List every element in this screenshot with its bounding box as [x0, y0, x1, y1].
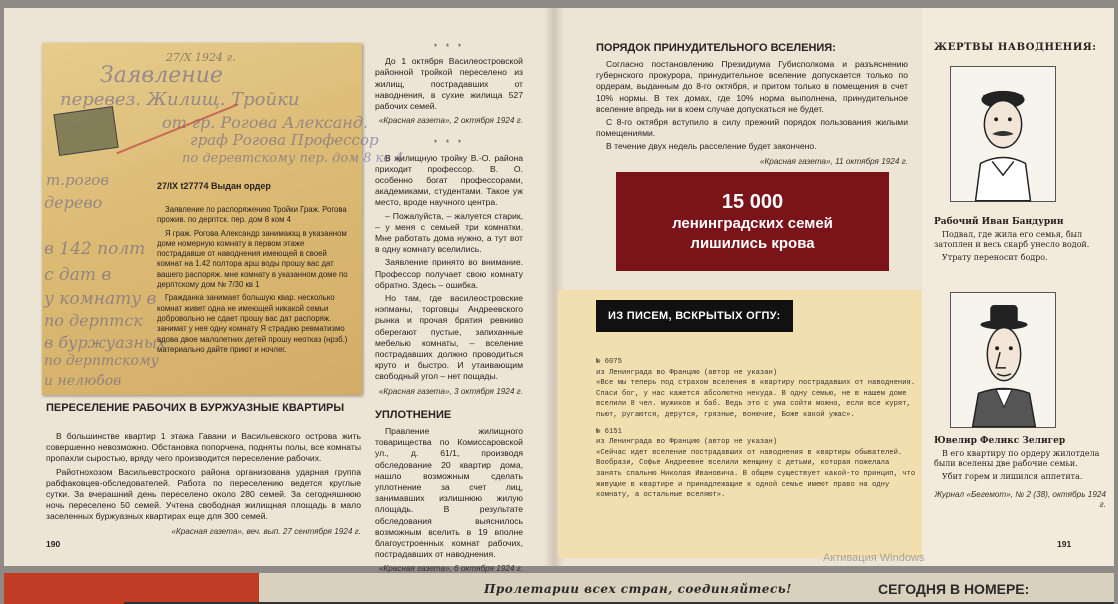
news-source: «Красная газета», 6 октября 1924 г. [378, 564, 523, 574]
handwriting-line: дерево [44, 193, 103, 212]
handwriting-line: Заявление [100, 63, 223, 88]
letters-title-bar: ИЗ ПИСЕМ, ВСКРЫТЫХ ОГПУ: [596, 300, 793, 332]
news-paragraph: – Пожалуйста, – жалуется старик, – у меня с семьей три комнатки. Мне работать дома нужно, а тут вот в одну комнату вселились. [375, 210, 523, 255]
today-in-issue-heading: СЕГОДНЯ В НОМЕРЕ: [878, 581, 1030, 597]
news-paragraph: Заявление принято во внимание. Профессор получает свою комнату обратно. Здесь – ошибка. [375, 257, 523, 290]
article-body-resettlement [46, 431, 361, 537]
letter-text: «Все мы теперь под страхом вселения в квартиру пострадавших от наводнения. Спаси бог, у нас кажется абсолютно некуда. В одну семью, не в нашем доме вселили 8 чел. мужиков и баб. Ведь это с ума сойти можно, если все курят, пьют, ругаются, дерутся, грязные, вонючие, Боже какой ужас». [596, 379, 916, 419]
windows-activation-watermark: Активация Windows [823, 552, 925, 564]
intercepted-letters [596, 355, 916, 507]
caricature-jeweler-illustration [951, 293, 1055, 427]
portrait-worker [950, 66, 1056, 202]
handwriting-line: по дерптскому [44, 353, 159, 369]
callout-line: ленинградских семей [672, 214, 833, 232]
handwriting-line: с дат в [44, 265, 112, 285]
news-paragraph: В жилищную тройку В.-О. района приходит профессор. В. О. особенно богат профессорами, академиками, студентами. Такое уж место, вроде научного центра. [375, 152, 523, 208]
article-source: «Красная газета», веч. вып. 27 сентября 1924 г. [171, 526, 361, 536]
victim-name: Ювелир Феликс Зелигер [934, 436, 1066, 446]
article-paragraph: Согласно постановлению Президиума Губисполкома и разъяснению губернского прокурора, принудительное вселение допускается только по ордерам, выданным до 8-го октября, и притом только в помещения в счет 10% нормы. В тех домах, где 10% норма выполнена, принудительное вселение впредь ни в коем случае допускаться не будет. [596, 59, 908, 114]
caricature-worker-illustration [951, 67, 1055, 201]
order-paragraph: Я граж. Рогова Александр занимающ в указанном доме номерную комнату в первом этаже пострадавше от наводнения имеющей в своей комнат на 1.42 полтора арш воды прошу вас дат вашего распоряж. мне комнату в указанном доме по дерптскому дом № 7/30 кв 1 [157, 228, 348, 290]
separator-stars: * * * [433, 42, 465, 52]
caption-jeweler [934, 436, 1106, 510]
handwriting-line: в 142 полт [44, 239, 146, 259]
article-paragraph: В большинстве квартир 1 этажа Гавани и Васильевского острова жить совершенно невозможно. Обстановка попорчена, подняты полы, все комнаты пропахли сыростью, вряду чего производится переселение рабочих. [46, 431, 361, 464]
callout-number: 15 000 [721, 190, 784, 213]
newspaper-slogan: Пролетарии всех стран, соединяйтесь! [484, 582, 792, 596]
order-paragraph: Гражданка занимает большую квар. несколько комнат живет одна не имеющей никакой семьи добровольно не сдает прошу вас дат распоряж. занимат у нея одну комнату Я страдаю ревматизмо вдова двое малолетних детей прошу неотказ (нрзб.) материально дайте приют и ночлег. [157, 293, 348, 354]
postage-stamp [53, 106, 118, 156]
handwriting-line: в буржуазных [44, 333, 167, 352]
victim-text: Подвал, где жила его семья, был затоплен и весь скарб унесло водой. [934, 230, 1090, 250]
caption-worker [934, 217, 1106, 265]
news-source: «Красная газета», 2 октября 1924 г. [378, 116, 523, 126]
portrait-jeweler [950, 292, 1056, 428]
handwriting-line: у комнату в [44, 289, 157, 309]
article-heading-resettlement: ПЕРЕСЕЛЕНИЕ РАБОЧИХ В БУРЖУАЗНЫЕ КВАРТИРЫ [46, 402, 345, 414]
page-number-left: 190 [46, 539, 61, 549]
order-title: 27/IX t27774 Выдан ордер [157, 181, 271, 191]
letter-number: № 6151 [596, 427, 622, 436]
separator-stars: * * * [433, 138, 465, 149]
news-item: Правление жилищного товарищества по Комиссаровской ул., д. 61/1, производя обследование 20 квартир дома, нашло возможным сделать уплотнение за счет лиц, занимавших излишнюю жилую площадь. В результате обследования выяснилось возможным вселить в 19 вполне благоустроенных комнат рабочих, пострадавших от наводнения. [375, 425, 523, 560]
red-band [4, 573, 259, 604]
news-source: «Красная газета», 3 октября 1924 г. [378, 386, 523, 396]
news-column [375, 42, 523, 575]
stamp-number: 27/Х 1924 г. [166, 51, 236, 64]
handwriting-line: граф Рогова Профессор [190, 131, 379, 149]
news-item: До 1 октября Василеостровской районной тройкой переселено из жилищ, пострадавших от наводнения, в сухие жилища 527 рабочих семей. [375, 56, 523, 112]
news-paragraph: Но там, где василеостровские нэпманы, торговцы Андреевского рынка и прочая братия ревниво оберегают пустые, запиханные мебелью комнаты, – вселение пострадавших должно проводиться круто и быстро. И утаивающим свободный угол – нет пощады. [375, 293, 523, 382]
handwriting-line: т.рогов [46, 171, 109, 189]
article-source: «Красная газета», 11 октября 1924 г. [759, 156, 908, 166]
letter-item [596, 357, 916, 421]
callout-line: лишились крова [690, 234, 815, 252]
victims-heading: ЖЕРТВЫ НАВОДНЕНИЯ: [934, 42, 1097, 53]
letter-item [596, 427, 916, 501]
article-paragraph: В течение двух недель расселение будет закончено. [606, 141, 817, 152]
article-paragraph: Райотнохозом Васильевстроского района организована ударная группа рабфаковцев-обследователей. Работа по переселению ведется круглые сутки. За вчерашний день переселено около 280 семей. За сегодняшнюю ночь переселено 50 семей. Учтена свободная жилищная площадь в мало заселенных буржуазных квартирах еще для 300 семей. [46, 466, 361, 522]
heading-compaction: УПЛОТНЕНИЕ [375, 408, 452, 421]
handwriting-line: и нелюбов [44, 373, 122, 389]
victims-source: Журнал «Бегемот», № 2 (38), октябрь 1924 г. [934, 489, 1106, 510]
next-page-strip [4, 573, 1114, 604]
heading-forced-settlement: ПОРЯДОК ПРИНУДИТЕЛЬНОГО ВСЕЛЕНИЯ: [596, 42, 836, 54]
callout-families-homeless [616, 172, 889, 271]
order-transcription [157, 205, 349, 358]
article-paragraph: С 8-го октября вступило в силу прежний порядок пользования жилыми помещениями. [596, 117, 908, 139]
letter-route: из Ленинграда во Францию (автор не указан) [596, 368, 778, 377]
archive-document-photo [42, 43, 404, 395]
page-number-right: 191 [1057, 539, 1072, 549]
handwriting-line: по дерптск [44, 311, 143, 330]
victim-text: Утрату переносит бодро. [942, 252, 1048, 262]
handwriting-line: от гр. Рогова Александ. [162, 113, 369, 132]
letter-text: «Сейчас идет вселение пострадавших от наводнения в квартиры обывателей. Вообрази, Софье Андреевне вселили женщину с детьми, которая пожелала занять спальню Николая Ивановича. В общем существует какой-то принцип, что живущие в квартире и принадлежащие к одной семье имеют право на одну комнату, а остальные вселяют». [596, 448, 916, 500]
handwriting-line: по деревтскому пер. дом 8 кв 4 [182, 151, 404, 166]
letter-number: № 6075 [596, 358, 622, 366]
victim-text: В его квартиру по ордеру жилотдела были вселены две рабочие семьи. [934, 449, 1100, 469]
victim-name: Рабочий Иван Бандурин [934, 217, 1064, 227]
letter-route: из Ленинграда во Францию (автор не указан) [596, 438, 778, 447]
forced-settlement-article [596, 42, 908, 167]
victim-text: Убит горем и лишился аппетита. [942, 471, 1083, 481]
handwriting-line: перевез. Жилищ. Тройки [60, 89, 300, 110]
order-paragraph: Заявление по распоряжению Тройки Граж. Рогова прожив. по дерптск. пер. дом 8 ком 4 [157, 205, 347, 225]
